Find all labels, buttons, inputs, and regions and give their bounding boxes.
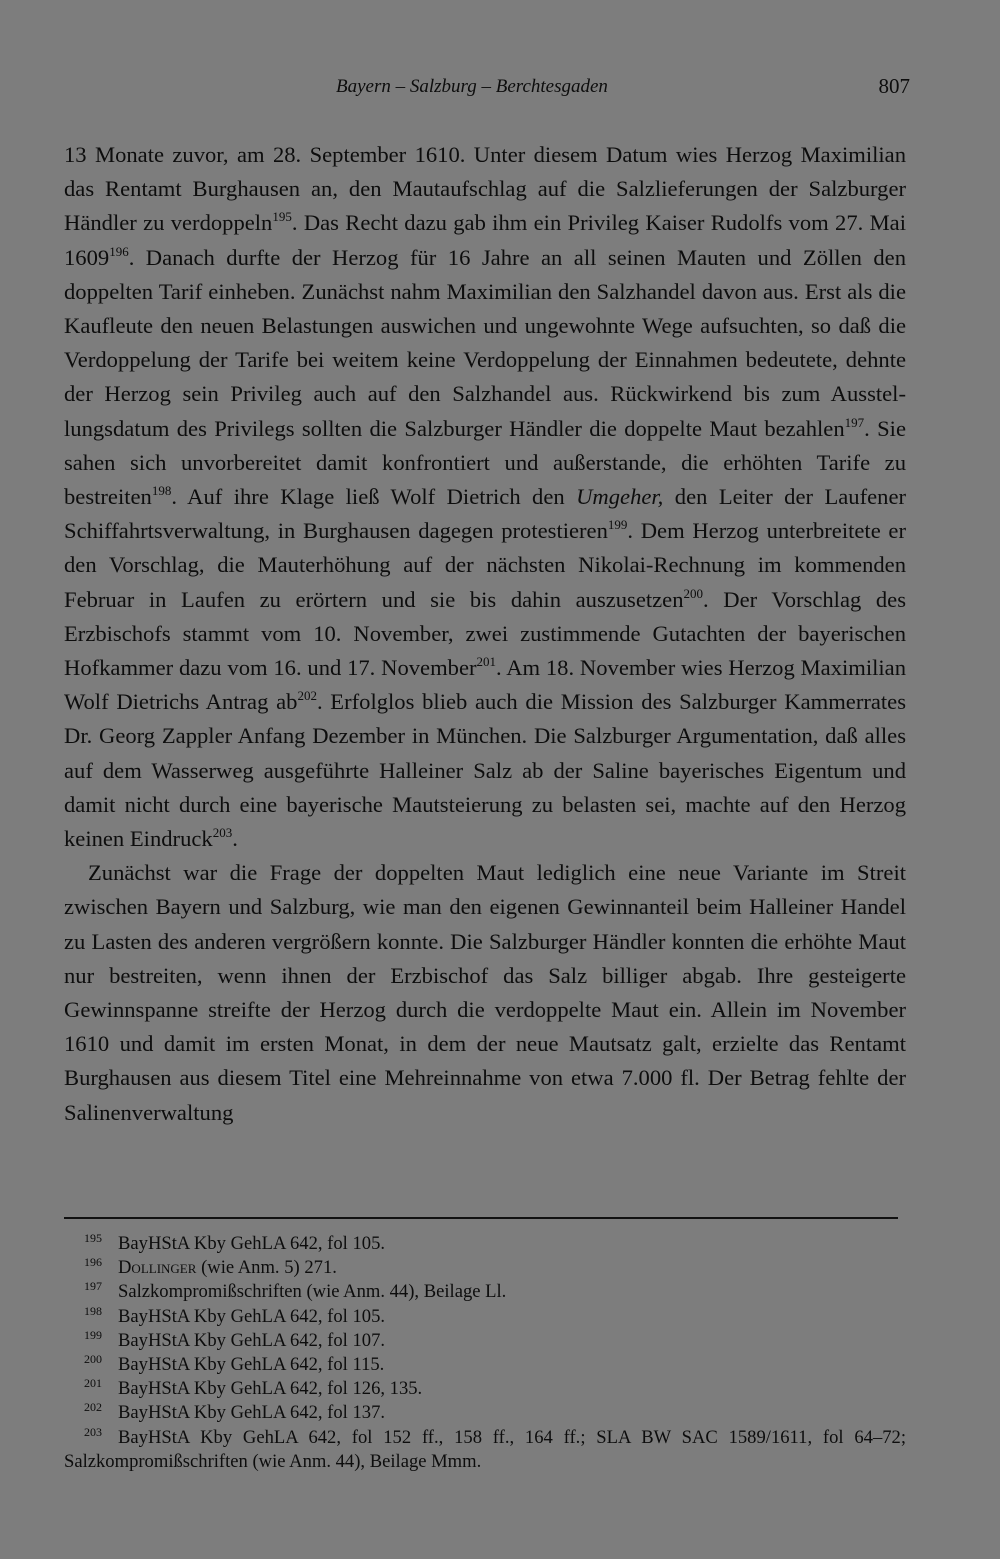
footnote-ref[interactable]: 195 <box>272 209 292 225</box>
footnote-text: BayHStA Kby GehLA 642, fol 107. <box>118 1329 386 1351</box>
footnote-ref[interactable]: 198 <box>151 483 172 499</box>
footnote-number: 203 <box>84 1424 102 1439</box>
footnote-number: 196 <box>84 1255 102 1270</box>
footnote-ref[interactable]: 199 <box>607 517 628 533</box>
footnote <box>64 1232 906 1256</box>
text-run: . Erfolglos blieb auch die Mission des Salzburger Kammerrates Dr. Georg Zappler Anfang Dezember in München. Die Salzburger Argumentation, daß alles auf dem Wasserweg ausgeführte Halleiner Salz ab der Saline bayerisches Eigentum und damit nicht durch eine bayerische Mautsteierung zu belasten sei, machte auf den Herzog keinen Eindruck <box>64 689 906 852</box>
emphasis-text: Umgeher, <box>576 484 664 510</box>
footnote-text: BayHStA Kby GehLA 642, fol 115. <box>118 1354 385 1376</box>
text-run: . Dem Herzog unterbreitete er den Vorschlag, die Mauterhöhung auf der nächsten Nikolai-Rechnung im kommenden Februar in Laufen zu erörtern und sie bis dahin auszusetzen <box>64 518 906 612</box>
running-title: Bayern – Salzburg – Berchtesgaden <box>336 76 608 97</box>
paragraph <box>64 138 906 856</box>
footnote-text: (wie Anm. 5) 271. <box>196 1257 337 1279</box>
text-run: Zunächst war die Frage der doppelten Maut lediglich eine neue Variante im Streit zwischen Bayern und Salzburg, wie man den eigenen Gewinnanteil beim Halleiner Handel zu Lasten des anderen vergrößern konnte. Die Salzburger Händler konnten die erhöhte Maut nur bestreiten, wenn ihnen der Erzbischof das Salz billiger abgab. Ihre gesteigerte Gewinnspanne streifte der Herzog durch die verdoppelte Maut ein. Allein im November 1610 und damit im ersten Monat, in dem der neue Mautsatz galt, erzielte das Rentamt Burghausen aus diesem Titel eine Mehreinnahme von etwa 7.000 fl. Der Betrag fehlte der Salinenverwaltung <box>64 860 906 1125</box>
footnote-ref[interactable]: 202 <box>297 688 317 704</box>
footnote <box>64 1329 906 1353</box>
footnote-ref[interactable]: 197 <box>844 414 865 430</box>
footnotes <box>64 1232 906 1474</box>
author-name: Dollinger <box>118 1257 197 1279</box>
body-text <box>64 138 906 1130</box>
footnote-ref[interactable]: 201 <box>476 654 496 670</box>
footnote-number: 198 <box>84 1303 102 1318</box>
running-head <box>64 70 910 104</box>
page-number: 807 <box>878 74 910 98</box>
text-run: . Der Vorschlag des Erzbischofs stammt vom 10. November, zwei zustimmende Gutachten der bayerischen Hofkammer dazu vom 16. und 17. November <box>64 586 906 681</box>
footnote <box>64 1256 906 1280</box>
footnote-number: 201 <box>84 1376 102 1391</box>
footnote-number: 199 <box>84 1327 102 1342</box>
footnote-number: 197 <box>84 1279 102 1294</box>
text-run: . Danach durfte der Herzog für 16 Jahre an all seinen Mauten und Zöllen den doppelten Tarif einheben. Zunächst nahm Maximilian den Salzhandel davon aus. Erst als die Kaufleute den neuen Belastungen auswichen und ungewohnte Wege aufsuchten, so daß die Verdoppelung der Tarife bei weitem keine Verdoppelung der Einnahmen bedeutete, dehnte der Herzog sein Privileg auch auf den Salzhandel aus. Rückwirkend bis zum Ausstellungsdatum des Privilegs sollten die Salzburger Händler die doppelte Maut bezahlen <box>64 244 906 441</box>
footnote-divider <box>64 1217 898 1219</box>
footnote-text: BayHStA Kby GehLA 642, fol 105. <box>118 1305 386 1327</box>
text-run: den Leiter der Laufener Schiffahrtsverwaltung, in Burghausen dagegen protestieren <box>64 484 906 544</box>
text-run: . Sie sahen sich unvorbereitet damit konfrontiert und außerstande, die erhöhten Tarife zu bestreiten <box>64 415 906 510</box>
footnote-number: 202 <box>84 1400 102 1415</box>
footnote-text: BayHStA Kby GehLA 642, fol 126, 135. <box>118 1378 423 1400</box>
footnote <box>64 1377 906 1401</box>
paragraph <box>64 856 906 1130</box>
footnote-number: 195 <box>84 1231 102 1245</box>
footnote-text: Salzkompromißschriften (wie Anm. 44), Beilage Ll. <box>118 1281 507 1303</box>
footnote-ref[interactable]: 200 <box>683 585 704 601</box>
footnote <box>64 1305 906 1329</box>
footnote-ref[interactable]: 196 <box>109 243 129 259</box>
footnote <box>64 1426 906 1474</box>
footnote-text: BayHStA Kby GehLA 642, fol 152 ff., 158 ff., 164 ff.; SLA BW SAC 1589/1611, fol 64–72; Salzkompromißschriften (wie Anm. 44), Beilage Mmm. <box>64 1426 906 1472</box>
text-run: . <box>232 826 238 852</box>
text-run: . Das Recht dazu gab ihm ein Privileg Kaiser Rudolfs vom 27. Mai 1609 <box>64 210 906 270</box>
footnote <box>64 1280 906 1304</box>
footnote-text: BayHStA Kby GehLA 642, fol 137. <box>118 1402 386 1424</box>
footnote-text: BayHStA Kby GehLA 642, fol 105. <box>118 1233 386 1254</box>
footnote <box>64 1353 906 1377</box>
footnote-ref[interactable]: 203 <box>212 825 233 841</box>
text-run: . Am 18. November wies Herzog Maximilian Wolf Dietrichs Antrag ab <box>64 655 906 715</box>
text-run: 13 Monate zuvor, am 28. September 1610. Unter diesem Datum wies Herzog Maximilian das Rentamt Burghausen an, den Mautaufschlag auf die Salzlieferungen der Salzburger Händler zu verdoppeln <box>64 142 906 236</box>
footnote <box>64 1401 906 1425</box>
text-run: . Auf ihre Klage ließ Wolf Dietrich den <box>171 484 577 510</box>
footnote-number: 200 <box>84 1352 102 1367</box>
